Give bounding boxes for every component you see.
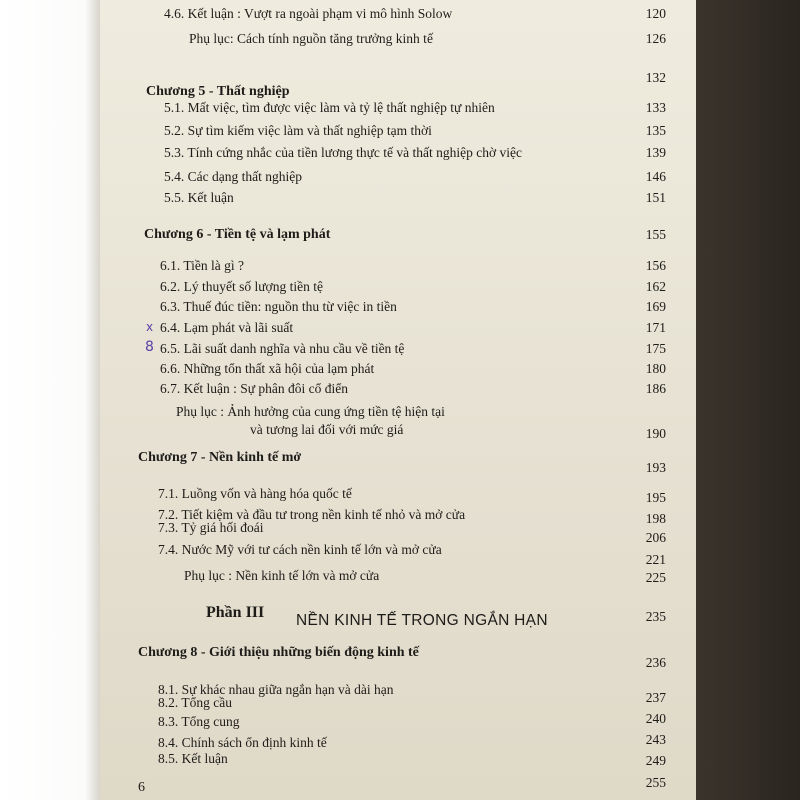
toc-line: [100, 420, 696, 440]
toc-line: [100, 297, 696, 317]
toc-line-page: 126: [645, 31, 666, 46]
toc-line-page: 133: [645, 100, 666, 115]
toc-line-text: 5.5. Kết luận: [164, 190, 234, 205]
toc-chapter-title: Chương 5 - Thất nghiệp: [146, 84, 290, 99]
toc-line-page: 243: [645, 732, 666, 747]
toc-line: [100, 4, 696, 24]
toc-line-text: 7.4. Nước Mỹ với tư cách nền kinh tế lớn và mở cửa: [158, 542, 442, 557]
toc-line-text: 8.3. Tổng cung: [158, 714, 240, 729]
toc-line-page: 249: [645, 753, 666, 768]
toc-line-page: 255: [645, 775, 666, 790]
toc-line: [100, 188, 696, 208]
toc-line-page: 198: [645, 511, 666, 526]
toc-line-page: 237: [645, 690, 666, 705]
handwritten-8-mark: 8: [145, 339, 154, 355]
toc-line: [100, 277, 696, 297]
toc-line-text: Phụ lục : Nền kinh tế lớn và mở cửa: [184, 568, 380, 583]
toc-line-page: 221: [645, 552, 666, 567]
toc-line-text: 7.3. Tỷ giá hối đoái: [158, 520, 264, 535]
toc-line: [100, 318, 696, 338]
toc-line-text: 6.7. Kết luận : Sự phân đôi cổ điển: [160, 381, 349, 396]
toc-line-page: 225: [645, 570, 666, 585]
toc-line-text: 8.1. Sự khác nhau giữa ngắn hạn và dài hạn: [158, 682, 394, 697]
toc-line-text: 6.5. Lãi suất danh nghĩa và nhu cầu về tiền tệ: [160, 341, 405, 356]
toc-line-page: 139: [645, 145, 666, 160]
toc-line: [100, 98, 696, 118]
toc-chapter-page: 236: [645, 655, 666, 670]
toc-part-heading: [100, 603, 696, 629]
toc-line-text: 4.6. Kết luận : Vượt ra ngoài phạm vi mô hình Solow: [164, 6, 453, 21]
toc-line-text: 5.1. Mất việc, tìm được việc làm và tỷ lệ thất nghiệp tự nhiên: [164, 100, 495, 115]
page-number: 6: [138, 780, 145, 795]
toc-line: [100, 256, 696, 276]
toc-line-page: 120: [645, 6, 666, 21]
toc-line-page: 169: [645, 299, 666, 314]
toc-chapter: [100, 643, 696, 670]
handwritten-x-mark: x: [146, 320, 154, 334]
toc-line: [100, 749, 696, 790]
toc-line: [100, 167, 696, 187]
toc-line-text: 6.6. Những tổn thất xã hội của lạm phát: [160, 361, 375, 376]
toc-chapter-title: Chương 8 - Giới thiệu những biến động kinh tế: [138, 645, 419, 660]
part-page: 235: [645, 609, 666, 624]
toc-line-page: 135: [645, 123, 666, 138]
toc-line-text: 5.2. Sự tìm kiếm việc làm và thất nghiệp tạm thời: [164, 123, 432, 138]
toc-chapter-page: 193: [645, 460, 666, 475]
toc-line: [100, 484, 696, 504]
toc-line: [100, 566, 696, 586]
toc-line: [100, 143, 696, 163]
toc-line-text: 6.4. Lạm phát và lãi suất: [160, 320, 294, 335]
toc-line-text: 6.2. Lý thuyết số lượng tiền tệ: [160, 279, 323, 294]
toc-chapter-page: 132: [645, 70, 666, 85]
toc-line-text: 5.3. Tính cứng nhắc của tiền lương thực tế và thất nghiệp chờ việc: [164, 145, 523, 160]
toc-chapter-title: Chương 6 - Tiền tệ và lạm phát: [144, 227, 331, 242]
part-label: Phần III: [206, 604, 265, 621]
part-title: NỀN KINH TẾ TRONG NGẮN HẠN: [296, 612, 548, 629]
toc-line: [100, 29, 696, 49]
toc-line-page: 175: [645, 341, 666, 356]
toc-line-page: 240: [645, 711, 666, 726]
toc-line-page: 186: [645, 381, 666, 396]
toc-line: [100, 379, 696, 399]
toc-chapter-title: Chương 7 - Nền kinh tế mở: [138, 450, 302, 465]
background-left: [0, 0, 100, 800]
toc-line-page: 156: [645, 258, 666, 273]
toc-line-page: 151: [645, 190, 666, 205]
toc-line-page: 162: [645, 279, 666, 294]
toc-line: [100, 540, 696, 567]
toc-line-text: 8.5. Kết luận: [158, 751, 228, 766]
toc-line-page: 146: [645, 169, 666, 184]
toc-line-page: 206: [645, 530, 666, 545]
toc-line-page: 195: [645, 490, 666, 505]
toc-line-text: 6.1. Tiền là gì ?: [160, 258, 245, 273]
background-right: [696, 0, 800, 800]
toc-line: [100, 359, 696, 379]
toc-line-text: 7.2. Tiết kiệm và đầu tư trong nền kinh tế nhỏ và mở cửa: [158, 507, 466, 522]
toc-line-page: 180: [645, 361, 666, 376]
toc-line-text: 7.1. Luồng vốn và hàng hóa quốc tế: [158, 486, 352, 501]
toc-line-text: Phụ lục : Ảnh hưởng của cung ứng tiền tệ hiện tại: [176, 404, 445, 419]
toc-line-page: 171: [645, 320, 666, 335]
toc-chapter-page: 155: [645, 227, 666, 242]
toc-line-text: 5.4. Các dạng thất nghiệp: [164, 169, 302, 184]
toc-line-text: 8.4. Chính sách ổn định kinh tế: [158, 735, 327, 750]
toc-chapter: [100, 448, 696, 475]
book-page: [100, 0, 696, 800]
toc-line: [100, 518, 696, 545]
toc-line-text: Phụ lục: Cách tính nguồn tăng trưởng kinh tế: [189, 31, 433, 46]
toc-line-text: 6.3. Thuế đúc tiền: nguồn thu từ việc in tiền: [160, 299, 397, 314]
toc-line-text: 8.2. Tổng cầu: [158, 695, 232, 710]
toc-chapter: [100, 225, 696, 245]
toc-line: [100, 339, 696, 359]
toc-line-page: 190: [645, 426, 666, 441]
toc-line-text: và tương lai đối với mức giá: [250, 422, 404, 437]
toc-line: [100, 402, 696, 422]
toc-line: [100, 121, 696, 141]
